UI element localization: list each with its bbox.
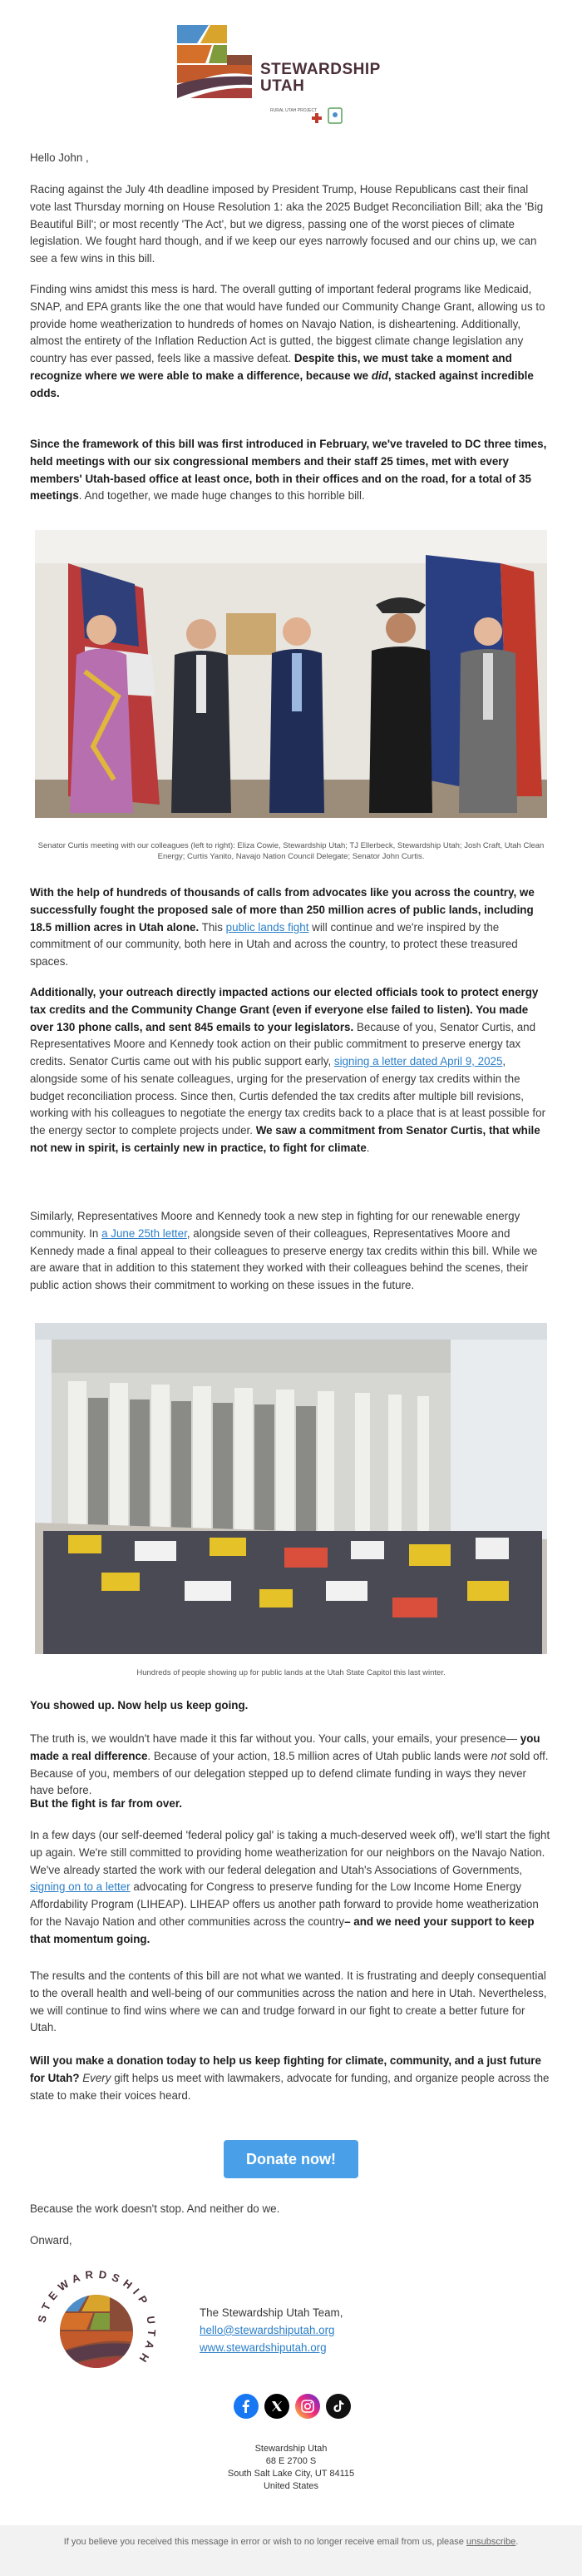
heading-showed-up: You showed up. Now help us keep going. xyxy=(30,1699,249,1712)
stewardship-utah-logo-mark xyxy=(172,22,255,105)
paragraph-intro: Racing against the July 4th deadline imposed by President Trump, House Republicans cast their final vote last Thursday morning on House Resolution 1: aka the 2025 Budget Reconciliation Bill; aka the 'Big Beautiful Bill'; or most recently 'The Act', but we digress, passing one of the worst pieces of climate legislation. We fought hard though, and if we keep our eyes narrowly focused and our chins up, we can see a few wins in this bill. xyxy=(30,183,544,265)
svg-text:STEWARDSHIP UTAH: STEWARDSHIP UTAH xyxy=(35,2267,159,2369)
closing-line: Because the work doesn't stop. And neither do we. xyxy=(30,2202,280,2215)
footer-address: Stewardship Utah 68 E 2700 S South Salt Lake City, UT 84115 United States xyxy=(227,2444,355,2491)
paragraph-next-steps: In a few days (our self-deemed 'federal policy gal' is taking a much-deserved week off), we'll start the fight up again. We're still committed to providing home weatherization for our neighbors on the Navajo Nation. We've already started the work with our federal delegation and Utah's Associations of Governments, signing on to a letter advocating for Congress to preserve funding for the Low Income Home Energy Affordability Program (LIHEAP). LIHEAP offers us another path forward to provide home weatherization for the Navajo Nation and other communities across the country– and we need your support to keep that momentum going. xyxy=(30,1829,550,1945)
paragraph-representatives: Similarly, Representatives Moore and Kennedy took a new step in fighting for our renewable energy community. In a June 25th letter, alongside seven of their colleagues, Representatives Moore and Kennedy made a final appeal to their colleagues to preserve energy tax credits within this bill. While we are aware that in addition to this statement they worked with their colleagues behind the scenes, their public action shows their commitment to working on these issues in the future. xyxy=(30,1210,538,1292)
paragraph-wins: Finding wins amidst this mess is hard. The overall gutting of important federal programs like Medicaid, SNAP, and EPA grants like the one that would have funded our Community Change Grant, allowing us to provide home weatherization to hundreds of homes on Navajo Nation, is disheartening. Additionally, almost the entirety of the Inflation Reduction Act is gutted, the biggest climate change legislation any country has ever passed, feels like a massive defeat. Despite this, we must take a moment and recognize where we were able to make a difference, because we did, stacked against incredible odds. xyxy=(30,283,545,399)
heading-fight-not-over: But the fight is far from over. xyxy=(30,1797,183,1810)
unsubscribe-link[interactable]: unsubscribe xyxy=(466,2537,516,2547)
email-link[interactable]: hello@stewardshiputah.org xyxy=(200,2323,335,2336)
paragraph-public-lands: With the help of hundreds of thousands of calls from advocates like you across the country, we successfully fought the proposed sale of more than 250 million acres of public lands, including 18.5 million acres in Utah alone. This public lands fight will continue and we're inspired by the commitment of our community, both here in Utah and across the country, to protect these treasured spaces. xyxy=(30,886,535,968)
public-lands-fight-link[interactable]: public lands fight xyxy=(225,920,309,934)
paragraph-results: The results and the contents of this bill are not what we wanted. It is frustrating and deeply consequential to the overall health and well-being of our communities across the nation and here in Utah. Nevertheless, we will continue to find wins where we can and trudge forward in our fight to create a better future for Utah. xyxy=(30,1969,547,2034)
photo-senator-meeting xyxy=(35,530,547,818)
paragraph-truth: The truth is, we wouldn't have made it this far without you. Your calls, your emails, your presence— you made a real difference. Because of your action, 18.5 million acres of Utah public lands were not sold off. Because of you, members of our delegation stepped up to defend climate funding in ways they never have before. xyxy=(30,1732,549,1797)
header-logo[interactable] xyxy=(170,17,420,133)
x-icon[interactable] xyxy=(264,2394,289,2419)
photo-caption-rally: Hundreds of people showing up for public lands at the Utah State Capitol this last winter. xyxy=(136,1668,446,1677)
signing-letter-link[interactable]: signing on to a letter xyxy=(30,1880,131,1894)
stewardship-circle-logo xyxy=(30,2263,163,2396)
signature-block: The Stewardship Utah Team, hello@stewardshiputah.org www.stewardshiputah.org xyxy=(200,2306,343,2354)
june-letter-link[interactable]: a June 25th letter xyxy=(101,1226,187,1240)
instagram-icon[interactable] xyxy=(295,2394,320,2419)
partner-logo-text: RURAL UTAH PROJECT xyxy=(270,108,318,113)
facebook-icon[interactable] xyxy=(234,2394,259,2419)
donate-button[interactable]: Donate now! xyxy=(224,2140,358,2178)
paragraph-meetings: Since the framework of this bill was first introduced in February, we've traveled to DC three times, held meetings with our six congressional members and their staff 25 times, met with every members' Utah-based office at least once, both in their offices and on the road, for a total of 35 meetings. And together, we made huge changes to this horrible bill. xyxy=(30,438,547,503)
unsubscribe-note: If you believe you received this message in error or wish to no longer receive email from us, please unsubscribe. xyxy=(63,2537,519,2547)
greeting: Hello John , xyxy=(30,151,89,164)
paragraph-donation-ask: Will you make a donation today to help us keep fighting for climate, community, and a just future for Utah? Every gift helps us meet with lawmakers, advocate for funding, and organize people across the state to make their voices heard. xyxy=(30,2054,550,2102)
tiktok-icon[interactable] xyxy=(326,2394,351,2419)
photo-caption-meeting: Senator Curtis meeting with our colleagues (left to right): Eliza Cowie, Stewardship Utah; TJ Ellerbeck, Stewardship Utah; Josh Craft, Utah Clean Energy; Curtis Yanito, Navajo Nation Council Delegate; Senator John Curtis. xyxy=(37,841,545,862)
logo-wordmark: STEWARDSHIP UTAH xyxy=(260,61,381,95)
website-link[interactable]: www.stewardshiputah.org xyxy=(200,2341,327,2354)
paragraph-outreach: Additionally, your outreach directly impacted actions our elected officials took to protect energy tax credits and the Community Change Grant (even if everyone else failed to listen). You made over 130 phone calls, and sent 845 emails to your legislators. Because of you, Senator Curtis, and Representatives Moore and Kennedy took action on their public commitment to preserve energy tax credits. Senator Curtis came out with his public support early, signing a letter dated April 9, 2025, alongside some of his senate colleagues, urging for the preservation of energy tax credits within the budget reconciliation process. Since then, Curtis defended the tax credits after multiple bill revisions, working with his colleagues to negotiate the energy tax credits back to a place that is at least possible for the energy sector to complete projects under. We saw a commitment from Senator Curtis, that while not new in spirit, is certainly new in practice, to fight for climate. xyxy=(30,986,546,1154)
april-letter-link[interactable]: signing a letter dated April 9, 2025 xyxy=(333,1055,503,1068)
closing-onward: Onward, xyxy=(30,2234,72,2247)
footer-bar xyxy=(0,2525,582,2576)
photo-capitol-rally xyxy=(35,1323,547,1654)
